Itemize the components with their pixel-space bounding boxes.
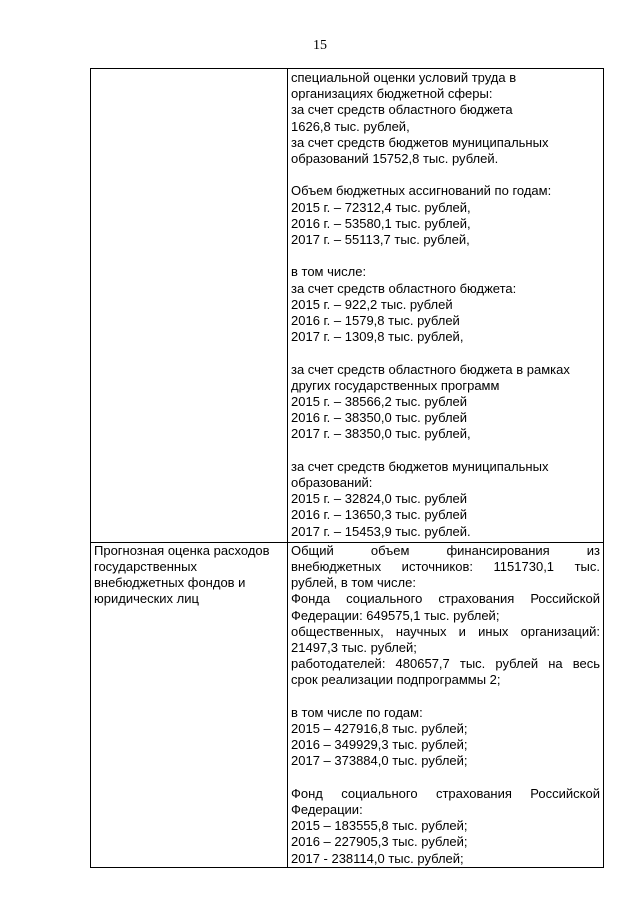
text-line: в том числе по годам: [291, 704, 423, 720]
text-line: организациях бюджетной сферы: [291, 86, 493, 102]
paragraph-gap [291, 443, 600, 459]
passport-table [90, 68, 604, 868]
text-line: срок реализации подпрограммы 2; [291, 672, 501, 688]
text-line: Прогнозная оценка расходов [94, 542, 270, 558]
text-line: 2015 г. – 32824,0 тыс. рублей [291, 491, 468, 507]
paragraph-gap [291, 770, 600, 786]
text-line: Объем бюджетных ассигнований по годам: [291, 183, 552, 199]
text-line: рублей, в том числе: [291, 575, 416, 591]
text-line: Общий объем финансирования из [291, 542, 600, 558]
text-line: за счет средств областного бюджета [291, 102, 513, 118]
text-line: 2016 г. – 38350,0 тыс. рублей [291, 410, 468, 426]
text-line: 2017 г. – 1309,8 тыс. рублей, [291, 329, 464, 345]
paragraph-gap [291, 167, 600, 183]
paragraph-gap [291, 248, 600, 264]
text-line: Фонда социального страхования Российской [291, 591, 600, 607]
table-row [91, 69, 604, 543]
text-line: Федерации: [291, 802, 363, 818]
text-line: 2016 г. – 13650,3 тыс. рублей [291, 507, 468, 523]
text-line: других государственных программ [291, 377, 500, 393]
text-line: внебюджетных источников: 1151730,1 тыс. [291, 559, 600, 575]
text-line: 2016 – 349929,3 тыс. рублей; [291, 737, 468, 753]
text-line: государственных [94, 558, 197, 574]
text-line: 1626,8 тыс. рублей, [291, 118, 410, 134]
row-label-cell [91, 542, 288, 867]
row-content-cell [288, 69, 604, 543]
text-line: 2017 г. – 55113,7 тыс. рублей, [291, 232, 470, 248]
text-line: юридических лиц [94, 590, 199, 606]
text-line: за счет средств областного бюджета: [291, 280, 517, 296]
table-row [91, 542, 604, 867]
text-line: 2015 г. – 922,2 тыс. рублей [291, 296, 453, 312]
text-line: специальной оценки условий труда в [291, 70, 517, 85]
text-line: Фонд социального страхования Российской [291, 785, 600, 801]
text-line: за счет средств бюджетов муниципальных [291, 134, 549, 150]
text-line: за счет средств бюджетов муниципальных [291, 458, 549, 474]
text-line: Федерации: 649575,1 тыс. рублей; [291, 607, 500, 623]
text-line: работодателей: 480657,7 тыс. рублей на весь [291, 656, 600, 672]
text-line: 2017 г. – 15453,9 тыс. рублей. [291, 523, 471, 539]
text-line: образований 15752,8 тыс. рублей. [291, 151, 499, 167]
text-line: 2015 – 183555,8 тыс. рублей; [291, 818, 468, 834]
text-line: 2016 г. – 1579,8 тыс. рублей [291, 313, 460, 329]
text-line: 2015 – 427916,8 тыс. рублей; [291, 721, 468, 737]
text-line: общественных, научных и иных организаций: [291, 623, 600, 639]
text-line: 2017 – 373884,0 тыс. рублей; [291, 753, 468, 769]
text-line: 2015 г. – 72312,4 тыс. рублей, [291, 199, 471, 215]
paragraph-gap [291, 689, 600, 705]
row-content-cell [288, 542, 604, 867]
page-number: 15 [313, 38, 327, 53]
text-line: за счет средств областного бюджета в рамках [291, 361, 570, 377]
text-line: 2015 г. – 38566,2 тыс. рублей [291, 394, 468, 410]
text-line: 2017 г. – 38350,0 тыс. рублей, [291, 426, 471, 442]
text-line: 2016 г. – 53580,1 тыс. рублей, [291, 215, 471, 231]
text-line: в том числе: [291, 264, 367, 280]
paragraph-gap [291, 345, 600, 361]
text-line: образований: [291, 475, 373, 491]
text-line: внебюджетных фондов и [94, 574, 246, 590]
text-line: 2017 - 238114,0 тыс. рублей; [291, 850, 464, 866]
text-line: 2016 – 227905,3 тыс. рублей; [291, 834, 468, 850]
text-line: 21497,3 тыс. рублей; [291, 640, 417, 656]
row-label-cell [91, 69, 288, 543]
